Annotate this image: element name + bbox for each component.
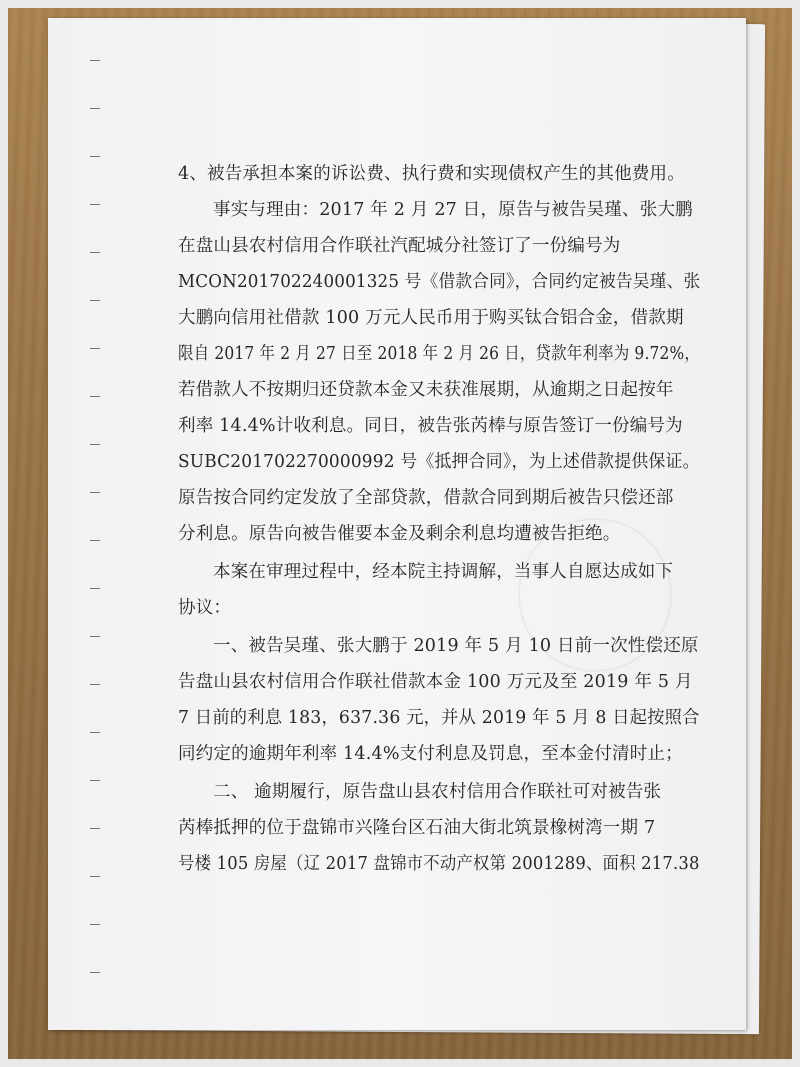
text-line-item-one: 一、被告吴瑾、张大鹏于 2019 年 5 月 10 日前一次性偿还原 (213, 636, 699, 656)
document-page (48, 18, 746, 1030)
text-line: 告盘山县农村信用合作联社借款本金 100 万元及至 2019 年 5 月 (178, 672, 693, 692)
text-line-item-two: 二、 逾期履行，原告盘山县农村信用合作联社可对被告张 (213, 782, 662, 802)
binding-margin-mark (90, 828, 100, 829)
binding-margin-mark (90, 780, 100, 781)
text-line: 利率 14.4%计收利息。同日，被告张芮棒与原告签订一份编号为 (178, 416, 683, 436)
binding-margin-mark (90, 300, 100, 301)
binding-margin-mark (90, 492, 100, 493)
binding-margin-mark (90, 348, 100, 349)
text-line-mediation: 本案在审理过程中，经本院主持调解，当事人自愿达成如下 (213, 562, 674, 582)
binding-margin-mark (90, 732, 100, 733)
binding-margin-mark (90, 252, 100, 253)
text-line-agreement: 协议： (178, 598, 232, 618)
binding-margin-mark (90, 636, 100, 637)
text-line: 芮棒抵押的位于盘锦市兴隆台区石油大街北筑景橡树湾一期 7 (178, 818, 656, 838)
text-line-interest-amount: 7 日前的利息 183，637.36 元，并从 2019 年 5 月 8 日起按照合 (178, 708, 700, 728)
text-line: 大鹏向信用社借款 100 万元人民币用于购买钛合铝合金，借款期 (178, 308, 684, 328)
text-line: 原告按合同约定发放了全部贷款，借款合同到期后被告只偿还部 (178, 488, 674, 508)
binding-margin-mark (90, 876, 100, 877)
text-line-facts-heading: 事实与理由：2017 年 2 月 27 日，原告与被告吴瑾、张大鹏 (213, 200, 693, 220)
text-line: 若借款人不按期归还贷款本金又未获准展期，从逾期之日起按年 (178, 380, 674, 400)
text-line-mortgage-contract: SUBC201702270000992 号《抵押合同》，为上述借款提供保证。 (178, 452, 700, 472)
text-line: 在盘山县农村信用合作联社汽配城分社签订了一份编号为 (178, 236, 621, 256)
binding-margin-mark (90, 444, 100, 445)
text-line: 分利息。原告向被告催要本金及剩余利息均遭被告拒绝。 (178, 524, 621, 544)
binding-margin-mark (90, 924, 100, 925)
binding-margin-mark (90, 396, 100, 397)
text-line-property: 号楼 105 房屋（辽 2017 盘锦市不动产权第 2001289、面积 217.38 (178, 854, 700, 874)
binding-margin-mark (90, 972, 100, 973)
text-line-costs: 4、被告承担本案的诉讼费、执行费和实现债权产生的其他费用。 (178, 164, 685, 184)
binding-margin-mark (90, 156, 100, 157)
binding-margin-mark (90, 204, 100, 205)
binding-margin-mark (90, 540, 100, 541)
binding-margin-mark (90, 684, 100, 685)
text-line-interest-rate: 限自 2017 年 2 月 27 日至 2018 年 2 月 26 日，贷款年利率为 9.72%， (178, 344, 701, 364)
text-line: 同约定的逾期年利率 14.4%支付利息及罚息，至本金付清时止； (178, 744, 683, 764)
photo-frame (8, 8, 792, 1059)
text-line-loan-contract: MCON201702240001325 号《借款合同》，合同约定被告吴瑾、张 (178, 272, 701, 292)
binding-margin-mark (90, 588, 100, 589)
binding-margin-mark (90, 60, 100, 61)
binding-margin-mark (90, 108, 100, 109)
